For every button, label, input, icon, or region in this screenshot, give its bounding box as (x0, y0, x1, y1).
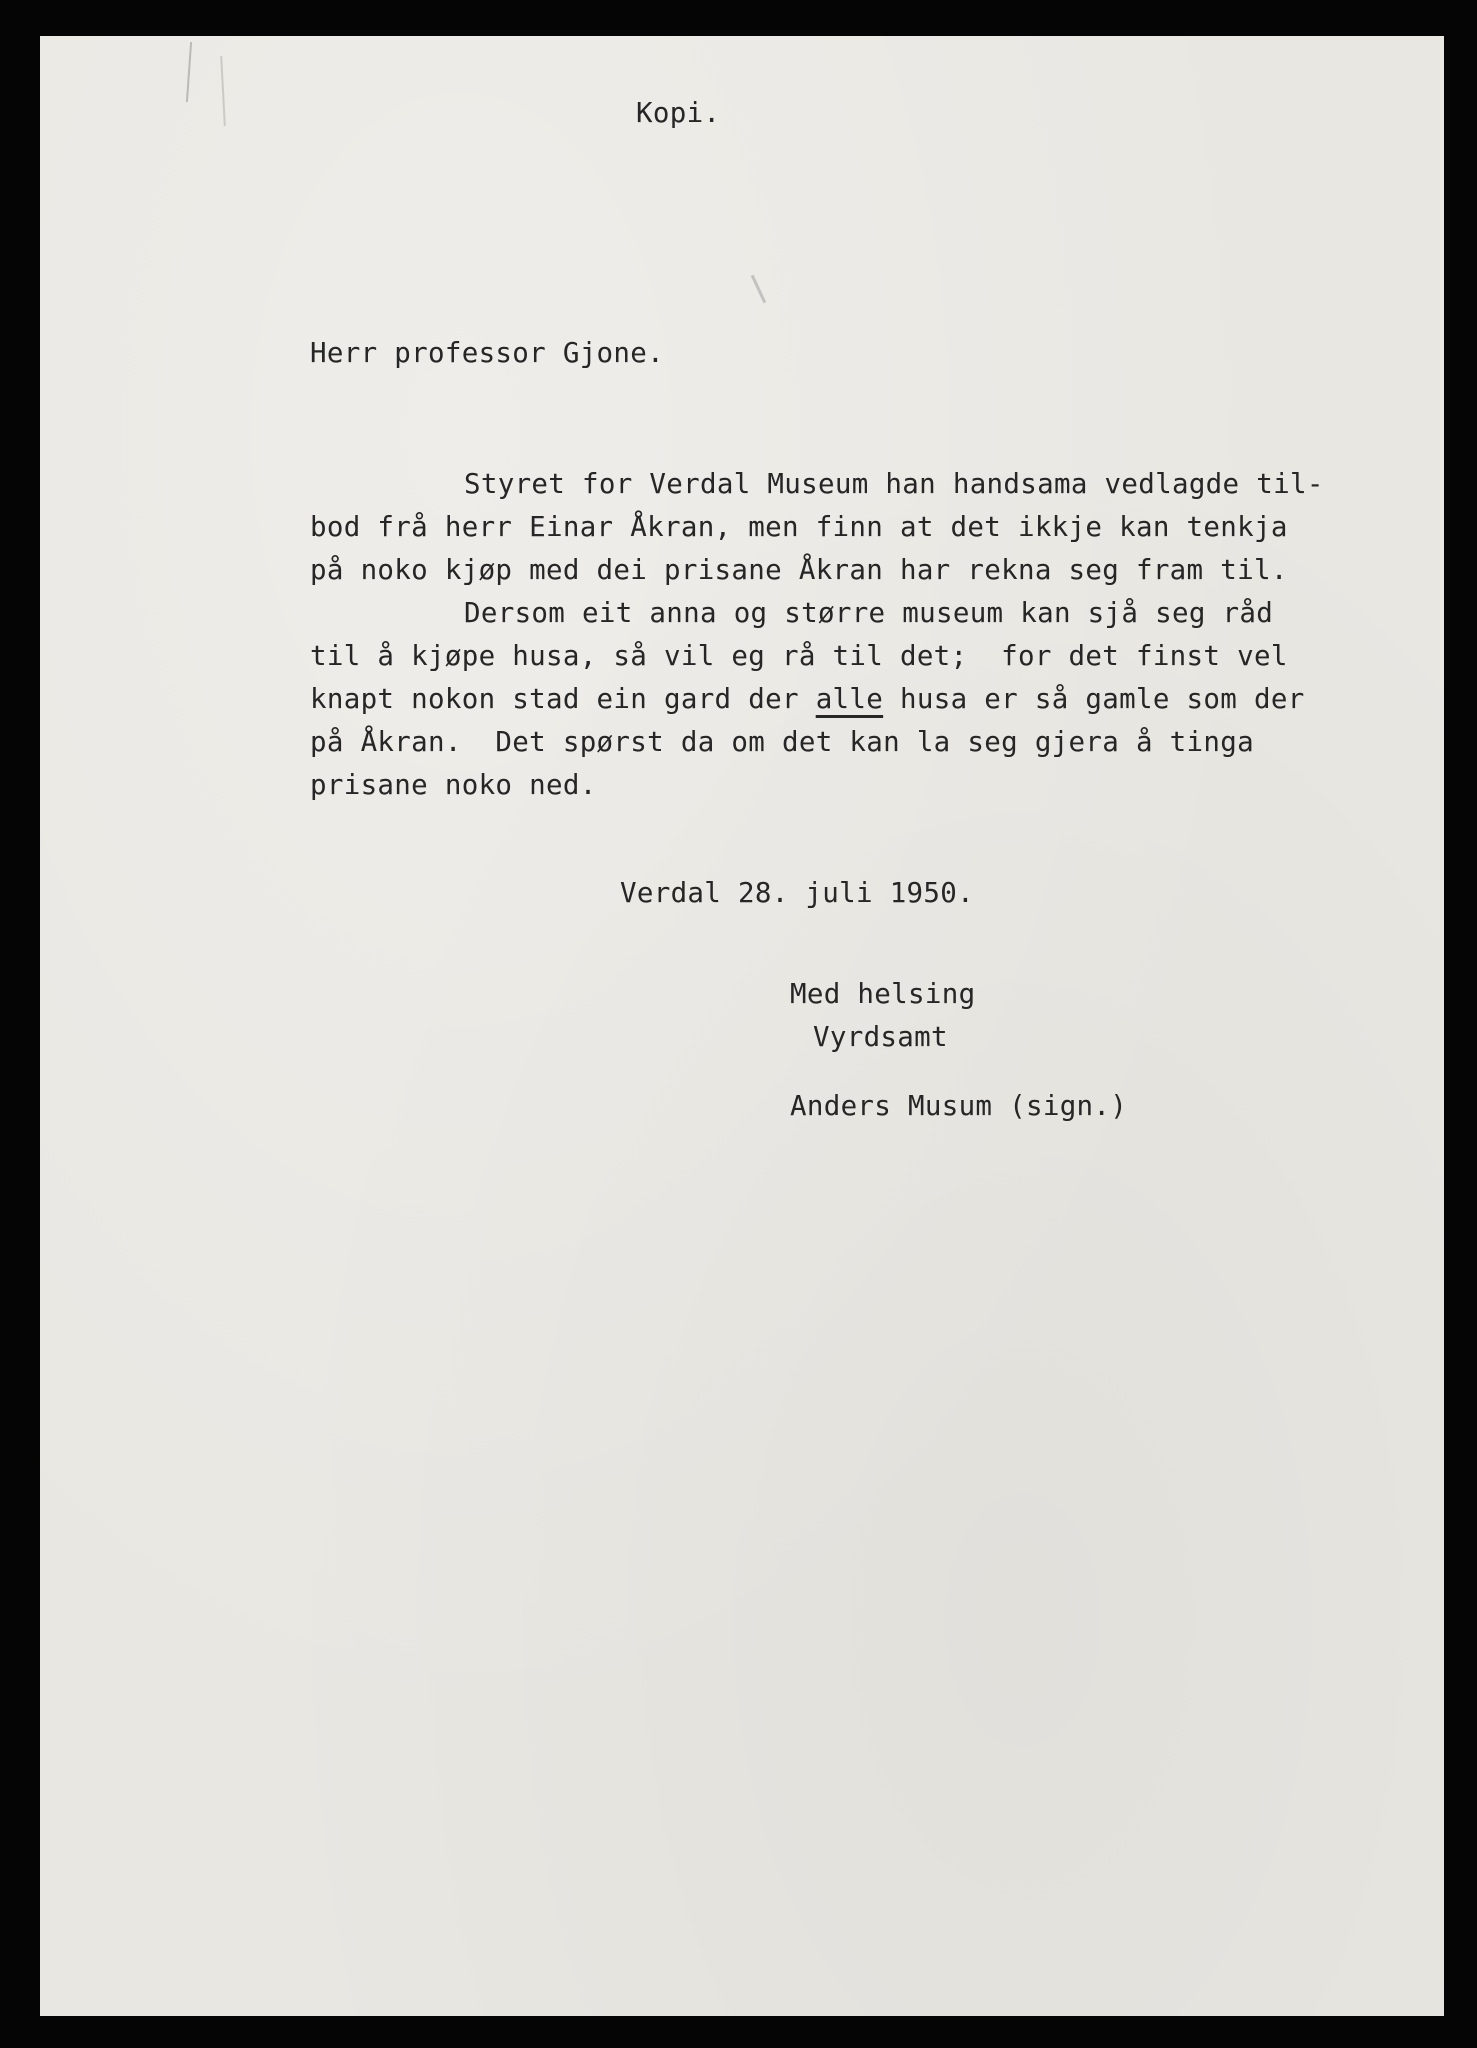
underlined-word: alle (815, 683, 884, 715)
paper-smudge (751, 275, 766, 303)
paper-tear-mark (220, 56, 226, 126)
body-line-end: husa er så gamle som der (883, 683, 1305, 715)
closing: Med helsing (790, 978, 976, 1010)
body-line: på Åkran. Det spørst da om det kan la seg gjera å tinga (310, 726, 1254, 758)
document-page (40, 36, 1444, 2016)
body-line-start: knapt nokon stad ein gard der (310, 683, 816, 715)
body-line: bod frå herr Einar Åkran, men finn at det ikkje kan tenkja (310, 511, 1288, 543)
salutation: Herr professor Gjone. (310, 337, 664, 369)
body-line: på noko kjøp med dei prisane Åkran har rekna seg fram til. (310, 554, 1288, 586)
body-line (310, 684, 1305, 714)
paper-tear-mark (186, 42, 192, 102)
body-line: Dersom eit anna og større museum kan sjå seg råd (464, 597, 1274, 629)
body-line: til å kjøpe husa, så vil eg rå til det; for det finst vel (310, 640, 1288, 672)
closing-formal: Vyrdsamt (813, 1021, 948, 1053)
body-line: Styret for Verdal Museum han handsama vedlagde til- (464, 468, 1324, 500)
date-place: Verdal 28. juli 1950. (620, 877, 974, 909)
copy-heading: Kopi. (636, 97, 721, 129)
body-line: prisane noko ned. (310, 769, 597, 801)
signature: Anders Musum (sign.) (790, 1090, 1128, 1122)
